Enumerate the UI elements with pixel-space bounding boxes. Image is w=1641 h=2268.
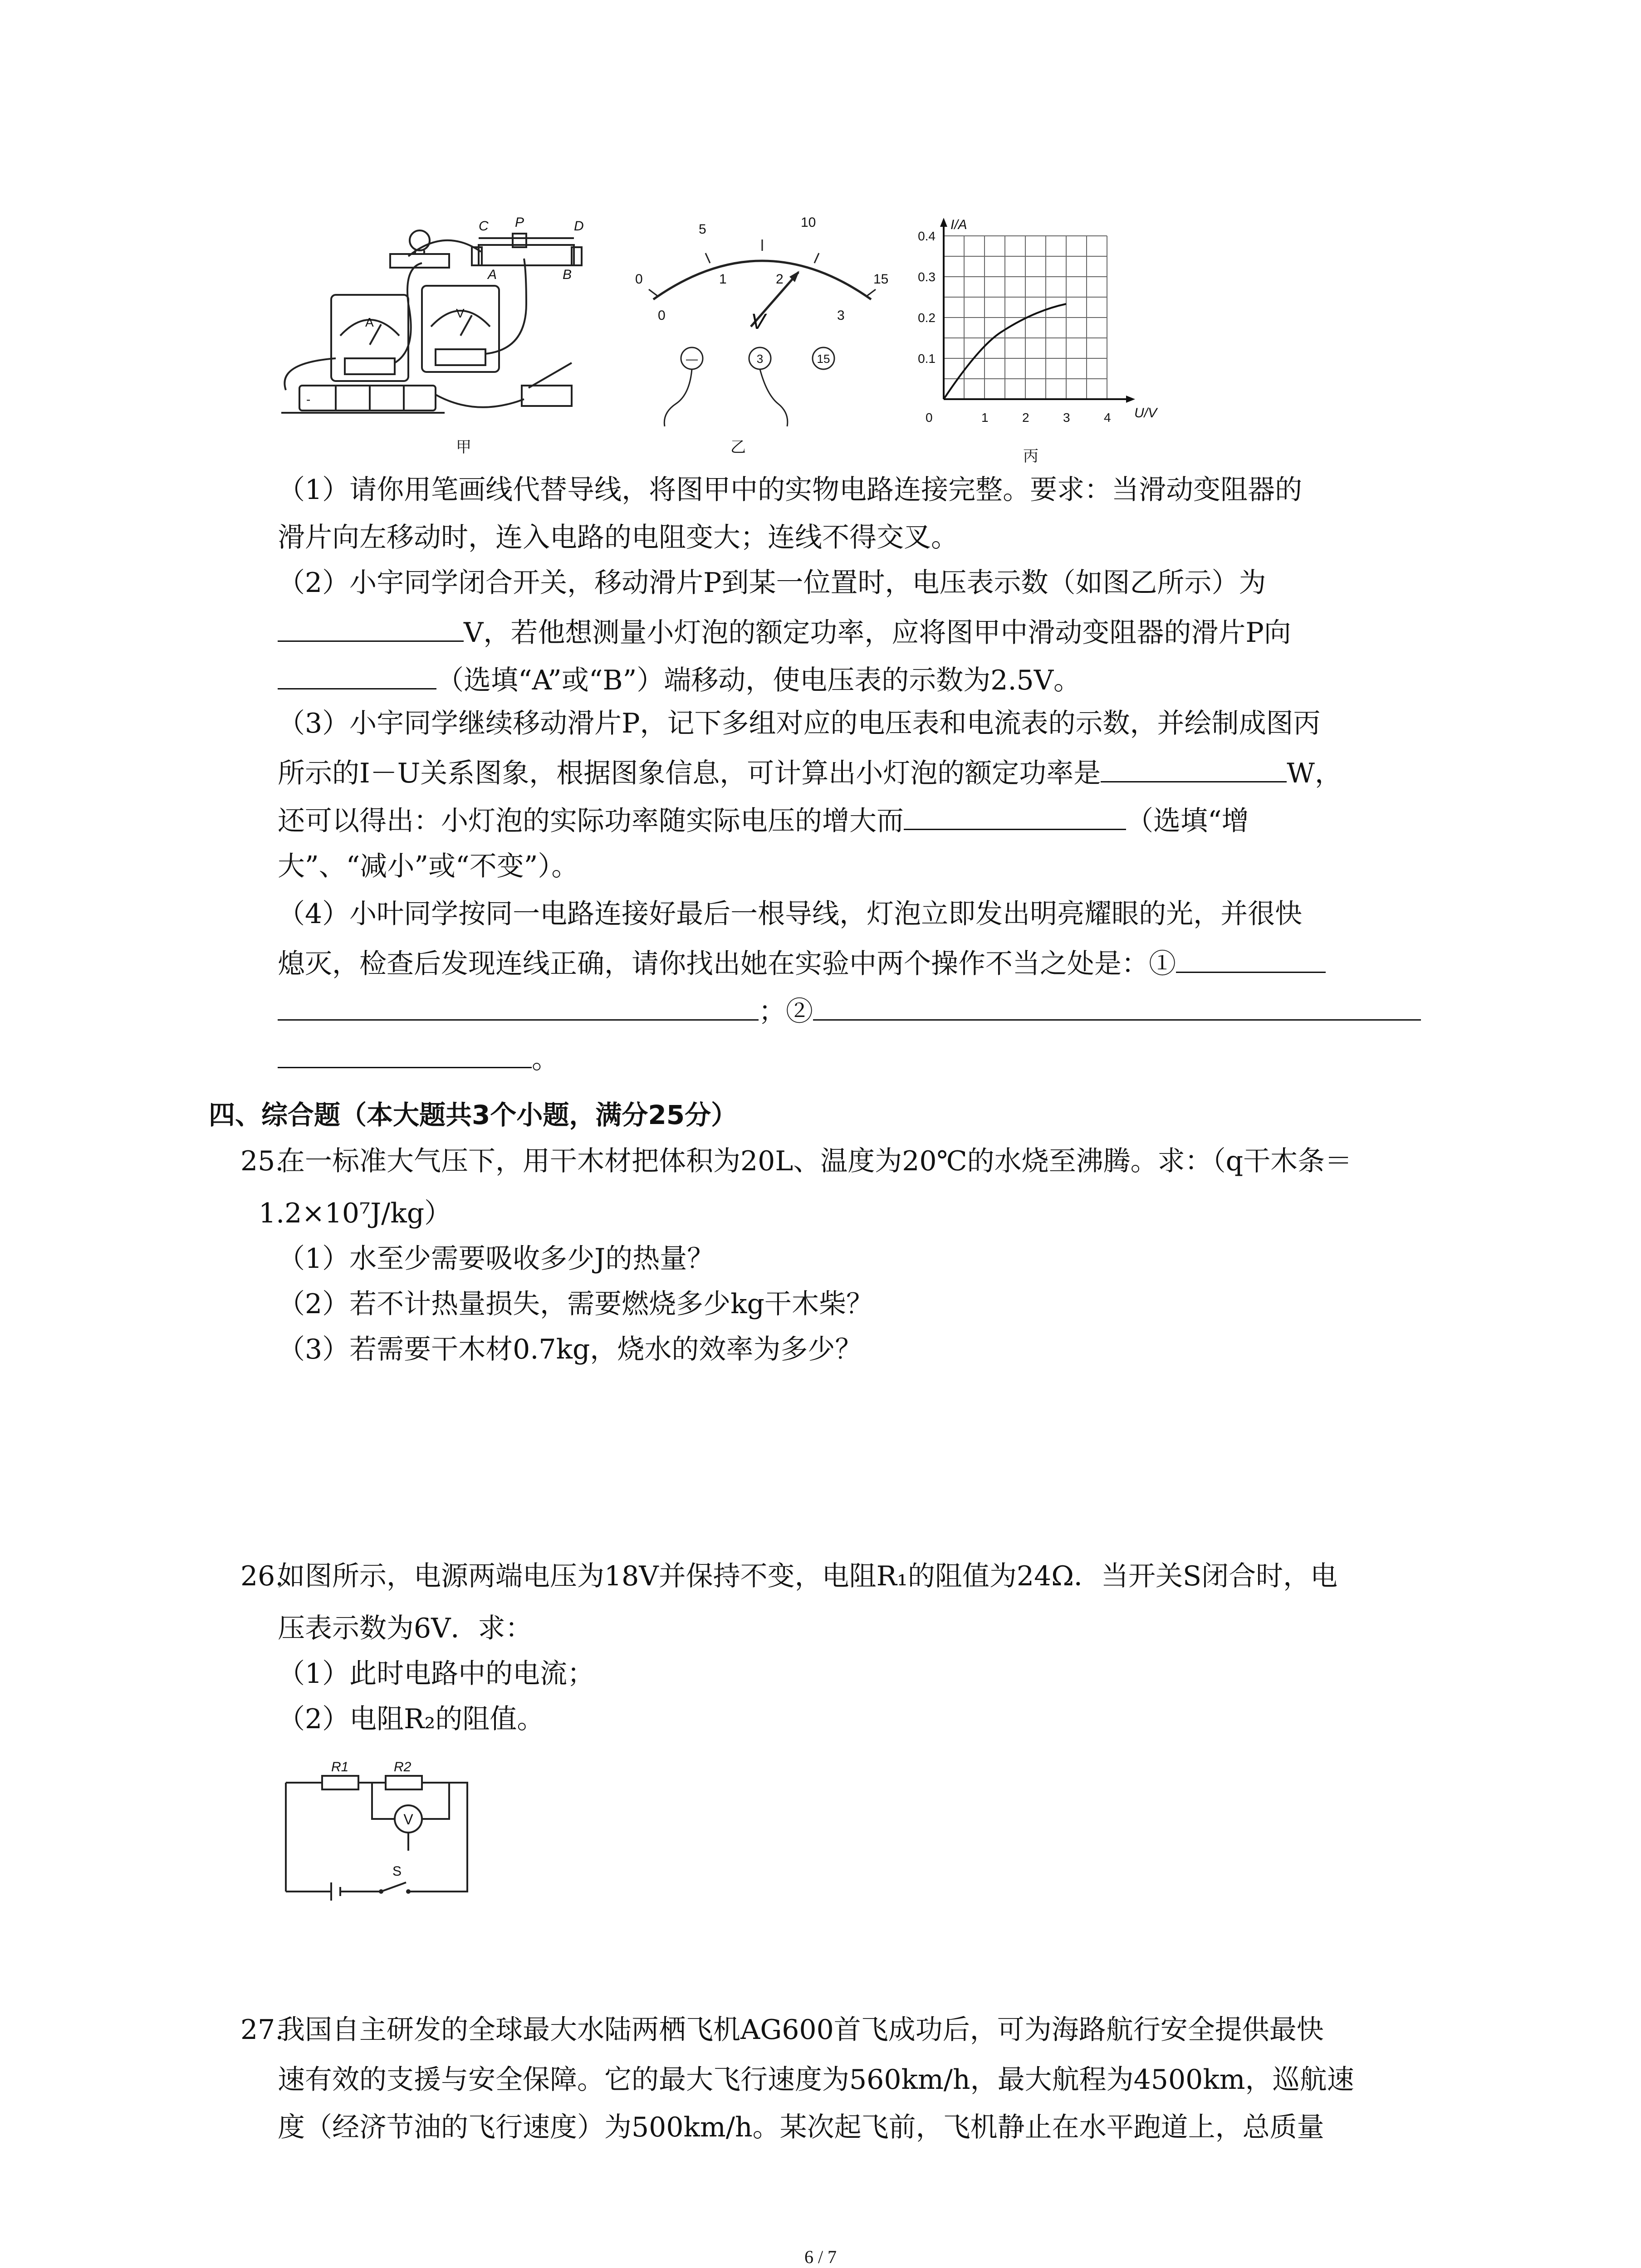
caption-jia: 甲 (456, 438, 471, 456)
answer-blank-voltage[interactable] (278, 617, 464, 642)
x-tick-4: 4 (1104, 411, 1111, 425)
q24-part2-line3: （选填“A”或“B”）端移动，使电压表的示数为2.5V。 (436, 665, 1081, 696)
x-tick-3: 3 (1063, 411, 1070, 425)
label-c: C (479, 219, 489, 234)
terminal-15: 15 (817, 352, 830, 366)
q26-line2: 压表示数为6V．求： (278, 1613, 533, 1644)
q24-part3-line1: （3）小宇同学继续移动滑片P，记下多组对应的电压表和电流表的示数，并绘制成图丙 (278, 708, 1321, 739)
terminal-3: 3 (756, 352, 764, 366)
inner-tick-1: 1 (719, 272, 727, 287)
caption-yi: 乙 (730, 438, 746, 456)
figure-jia-circuit (272, 213, 612, 431)
q25-line1: 在一标准大气压下，用干木材把体积为20L、温度为20℃的水烧至沸腾。求：（q干木条＝ (278, 1145, 1352, 1177)
inner-tick-3: 3 (837, 308, 845, 323)
q24-part3-line3: 还可以得出：小灯泡的实际功率随实际电压的增大而 (278, 805, 904, 837)
q27-line1: 我国自主研发的全球最大水陆两栖飞机AG600首飞成功后，可为海路航行安全提供最快 (278, 2014, 1324, 2046)
q24-part4-line1: （4）小叶同学按同一电路连接好最后一根导线，灯泡立即发出明亮耀眼的光，并很快 (278, 898, 1303, 930)
q26-sub1: （1）此时电路中的电流； (278, 1658, 595, 1690)
q24-part3-line4: 大”、“减小”或“不变”）。 (278, 850, 579, 882)
outer-tick-5: 5 (699, 222, 706, 237)
q25-sub1: （1）水至少需要吸收多少J的热量？ (278, 1243, 715, 1275)
label-switch: S (392, 1864, 402, 1879)
y-tick-0.1: 0.1 (918, 352, 936, 366)
y-tick-0.2: 0.2 (918, 311, 936, 325)
q24-part3-line2: 所示的I－U关系图象，根据图象信息，可计算出小灯泡的额定功率是 (278, 758, 1101, 789)
q24-part4-separator: ；② (759, 996, 813, 1027)
label-p: P (515, 215, 524, 230)
q27-line2: 速有效的支援与安全保障。它的最大飞行速度为560km/h，最大航程为4500km，巡航速 (278, 2064, 1354, 2096)
figure-q26-circuit (277, 1755, 481, 1905)
section-4-heading: 四、综合题（本大题共3个小题，满分25分） (209, 1100, 738, 1130)
q27-line3: 度（经济节油的飞行速度）为500km/h。某次起飞前，飞机静止在水平跑道上，总质量 (278, 2112, 1324, 2143)
label-a: A (488, 267, 497, 282)
answer-blank-mistake2-end[interactable] (278, 1043, 532, 1068)
ammeter-symbol: A (365, 315, 374, 329)
q24-part1-line2: 滑片向左移动时，连入电路的电阻变大；连线不得交叉。 (278, 522, 958, 553)
x-tick-2: 2 (1022, 411, 1029, 425)
q26-number: 26. (240, 1560, 284, 1592)
outer-tick-10: 10 (801, 215, 816, 230)
outer-tick-15: 15 (873, 272, 889, 287)
x-axis-label: U/V (1134, 406, 1157, 420)
q25-sub2: （2）若不计热量损失，需要燃烧多少kg干木柴？ (278, 1288, 873, 1320)
label-voltmeter: V (403, 1811, 413, 1828)
battery-minus: - (306, 392, 311, 406)
q24-part4-line2: 熄灭，检查后发现连线正确，请你找出她在实验中两个操作不当之处是：① (278, 948, 1176, 980)
page-number: 6 / 7 (804, 2247, 837, 2267)
q26-line1: 如图所示，电源两端电压为18V并保持不变，电阻R₁的阻值为24Ω．当开关S闭合时，电 (278, 1560, 1338, 1592)
terminal-minus: — (686, 352, 698, 366)
figure-bing-iu-graph (912, 218, 1166, 440)
inner-tick-0: 0 (658, 308, 666, 323)
voltmeter-v-symbol: V (751, 310, 766, 334)
q25-line2: 1.2×10⁷J/kg） (259, 1198, 452, 1229)
y-tick-0.4: 0.4 (918, 229, 936, 243)
q24-part2-line2: V，若他想测量小灯泡的额定功率，应将图甲中滑动变阻器的滑片P向 (464, 617, 1291, 649)
q24-part4-end: 。 (532, 1043, 559, 1075)
answer-blank-mistake1[interactable] (278, 996, 759, 1021)
q24-part2-line1: （2）小宇同学闭合开关，移动滑片P到某一位置时，电压表示数（如图乙所示）为 (278, 567, 1266, 599)
answer-blank-trend[interactable] (904, 805, 1126, 830)
q24-part1-line1: （1）请你用笔画线代替导线，将图甲中的实物电路连接完整。要求：当滑动变阻器的 (278, 474, 1303, 506)
answer-blank-mistake2[interactable] (813, 996, 1421, 1021)
y-axis-label: I/A (950, 218, 967, 232)
label-d: D (574, 219, 584, 234)
label-r1: R1 (331, 1760, 349, 1774)
q24-part3-unit: W， (1287, 758, 1342, 789)
answer-blank-mistake1-start[interactable] (1176, 948, 1326, 973)
y-tick-0.3: 0.3 (918, 270, 936, 284)
label-b: B (563, 267, 572, 282)
q25-sub3: （3）若需要干木材0.7kg，烧水的效率为多少？ (278, 1334, 862, 1365)
answer-blank-power[interactable] (1101, 758, 1287, 782)
q27-number: 27. (240, 2014, 284, 2046)
q25-number: 25. (240, 1145, 284, 1177)
x-tick-0: 0 (926, 411, 933, 425)
caption-bing: 丙 (1023, 447, 1038, 465)
outer-tick-0: 0 (635, 272, 643, 287)
inner-tick-2: 2 (776, 272, 784, 287)
q24-part3-line3-end: （选填“增 (1126, 805, 1249, 837)
voltmeter-symbol: V (456, 306, 465, 320)
answer-blank-direction[interactable] (278, 665, 436, 689)
x-tick-1: 1 (981, 411, 989, 425)
figure-yi-voltmeter (622, 213, 903, 431)
q26-sub2: （2）电阻R₂的阻值。 (278, 1703, 544, 1735)
label-r2: R2 (394, 1760, 411, 1774)
